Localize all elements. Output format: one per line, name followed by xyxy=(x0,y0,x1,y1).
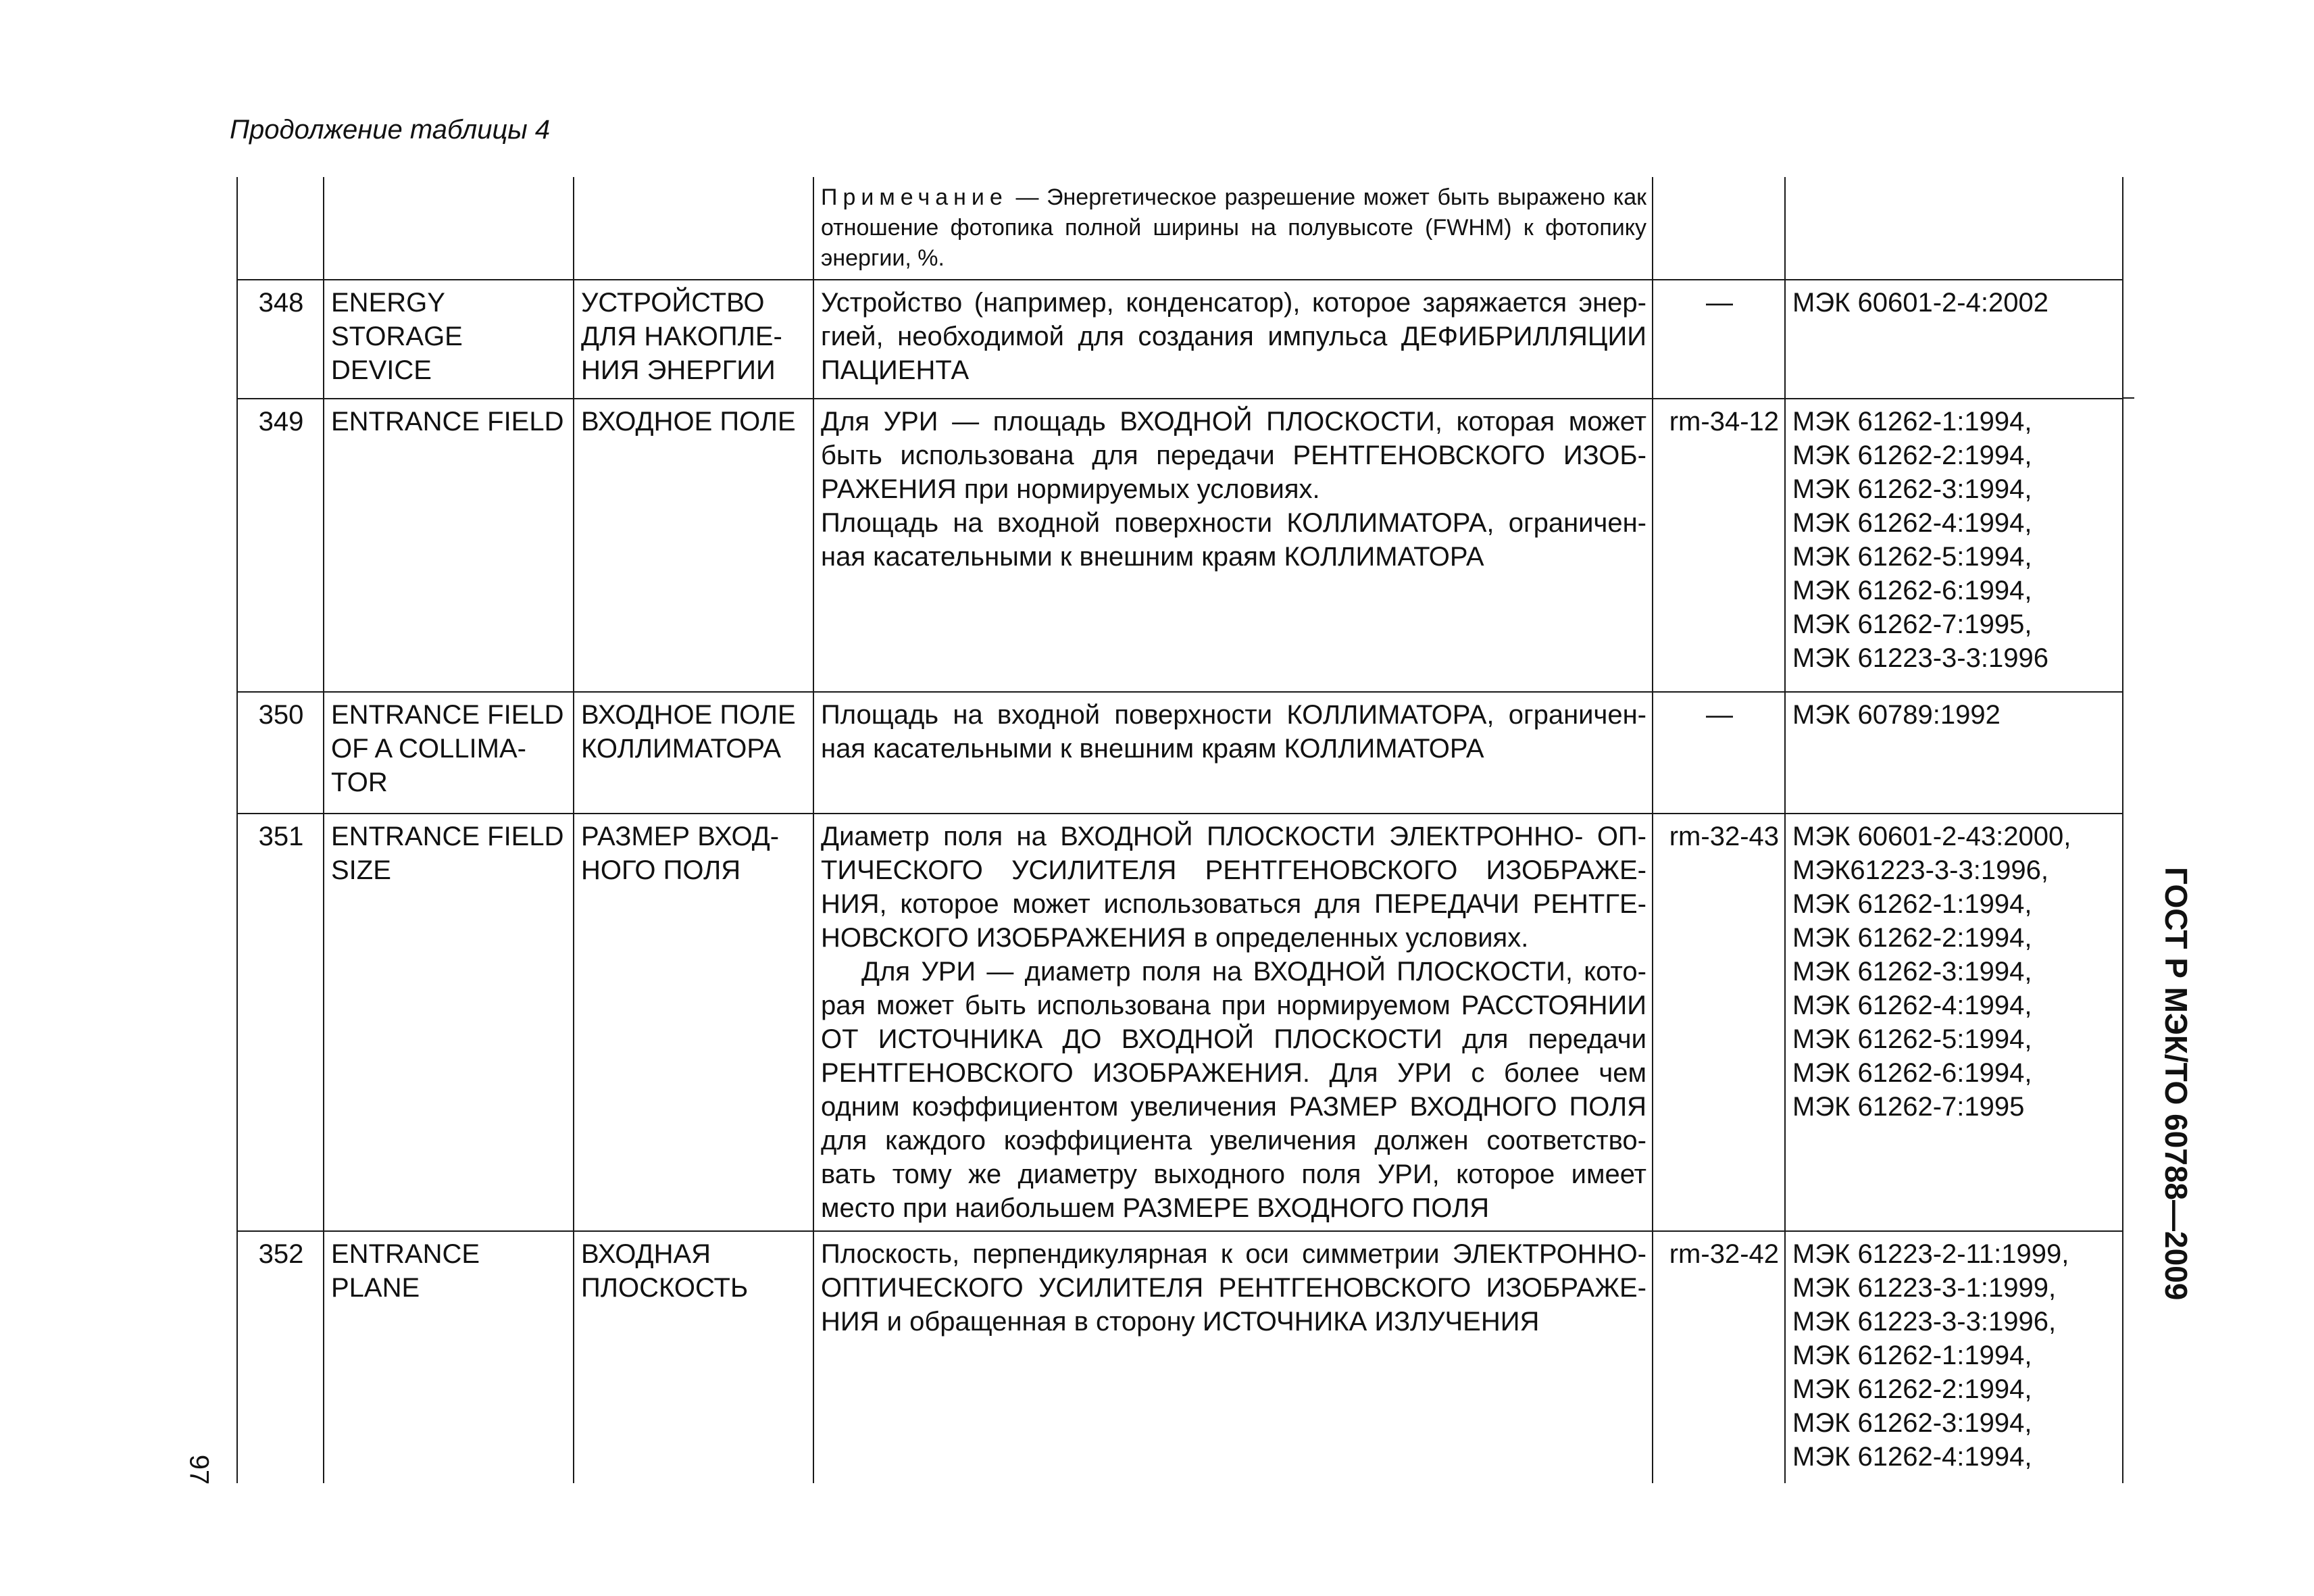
reference: МЭК 61262-4:1994, xyxy=(1792,1442,2032,1472)
reference: МЭК 61262-7:1995, xyxy=(1792,609,2032,639)
reference: МЭК 61262-4:1994, xyxy=(1792,991,2032,1020)
term-definition xyxy=(813,280,1653,399)
term-definition xyxy=(813,399,1653,692)
reference: МЭК 60789:1992 xyxy=(1792,700,2001,730)
table-row xyxy=(237,814,2123,1231)
note-ru-cell xyxy=(574,177,813,280)
reference: МЭК 61223-3-1:1999, xyxy=(1792,1273,2057,1303)
definition-paragraph: Площадь на входной поверхности КОЛЛИМАТОРА, ограничен-ная касательными к внешним краям КОЛЛИМАТОРА xyxy=(821,508,1646,572)
table-row xyxy=(237,399,2123,692)
table-row xyxy=(237,692,2123,814)
definition-paragraph: Диаметр поля на ВХОДНОЙ ПЛОСКОСТИ ЭЛЕКТРОННО- ОП-ТИЧЕСКОГО УСИЛИТЕЛЯ РЕНТГЕНОВСКОГО ИЗОБРАЖЕ-НИЯ, которое может использоваться для ПЕРЕДАЧИ РЕНТГЕ-НОВСКОГО ИЗОБРАЖЕНИЯ в определенных условиях. xyxy=(821,822,1646,953)
reference: МЭК 61262-1:1994, xyxy=(1792,407,2032,437)
reference: МЭК 61262-6:1994, xyxy=(1792,1058,2032,1088)
table-caption: Продолжение таблицы 4 xyxy=(230,115,551,145)
reference: МЭК 61262-1:1994, xyxy=(1792,889,2032,919)
term-code: rm-32-43 xyxy=(1653,814,1785,1231)
term-russian: ВХОДНАЯ ПЛОСКОСТЬ xyxy=(574,1231,813,1483)
term-english: ENTRANCE FIELD xyxy=(324,399,574,692)
note-text: — Энергетическое разрешение может быть выражено как отношение фотопика полной ширины на полувысоте (FWHM) к фотопику энергии, %. xyxy=(821,184,1646,271)
term-code: rm-32-42 xyxy=(1653,1231,1785,1483)
reference: МЭК 60601-2-43:2000, xyxy=(1792,822,2071,851)
note-refs-cell xyxy=(1785,177,2123,280)
note-code-cell xyxy=(1653,177,1785,280)
reference: МЭК 61223-3-3:1996 xyxy=(1792,643,2048,673)
term-references xyxy=(1785,1231,2123,1483)
note-cell xyxy=(813,177,1653,280)
note-num-cell xyxy=(237,177,324,280)
note-label: Примечание xyxy=(821,184,1008,210)
table-row xyxy=(237,1231,2123,1483)
reference: МЭК 61262-3:1994, xyxy=(1792,1408,2032,1438)
term-definition xyxy=(813,814,1653,1231)
definition-paragraph: Для УРИ — диаметр поля на ВХОДНОЙ ПЛОСКОСТИ, кото-рая может быть использована при нормируемом РАССТОЯНИИ ОТ ИСТОЧНИКА ДО ВХОДНОЙ ПЛОСКОСТИ для передачи РЕНТГЕНОВСКОГО ИЗОБРАЖЕНИЯ. Для УРИ с более чем одним коэффициентом увеличения РАЗМЕР ВХОДНОГО ПОЛЯ для каждого коэффициента увеличения должен соответство-вать тому же диаметру выходного поля УРИ, которое имеет место при наибольшем РАЗМЕРЕ ВХОДНОГО ПОЛЯ xyxy=(821,957,1646,1223)
document-title: ГОСТ Р МЭК/ТО 60788—2009 xyxy=(2159,867,2194,1301)
term-references xyxy=(1785,399,2123,692)
reference: МЭК 61262-2:1994, xyxy=(1792,441,2032,470)
terms-table xyxy=(236,177,2123,1483)
term-english: ENTRANCE FIELD OF A COLLIMA-TOR xyxy=(324,692,574,814)
note-en-cell xyxy=(324,177,574,280)
term-references xyxy=(1785,814,2123,1231)
term-number: 352 xyxy=(237,1231,324,1483)
reference: МЭК 60601-2-4:2002 xyxy=(1792,288,2048,318)
page-number: 97 xyxy=(184,1454,214,1485)
table-row xyxy=(237,280,2123,399)
term-definition xyxy=(813,1231,1653,1483)
reference: МЭК 61262-1:1994, xyxy=(1792,1341,2032,1370)
definition-paragraph: Площадь на входной поверхности КОЛЛИМАТОРА, ограничен-ная касательными к внешним краям КОЛЛИМАТОРА xyxy=(821,700,1646,764)
term-number: 348 xyxy=(237,280,324,399)
term-number: 350 xyxy=(237,692,324,814)
term-russian: ВХОДНОЕ ПОЛЕ xyxy=(574,399,813,692)
term-russian: УСТРОЙСТВО ДЛЯ НАКОПЛЕ-НИЯ ЭНЕРГИИ xyxy=(574,280,813,399)
reference: МЭК 61223-3-3:1996, xyxy=(1792,1307,2057,1337)
term-number: 349 xyxy=(237,399,324,692)
term-definition xyxy=(813,692,1653,814)
reference: МЭК 61262-2:1994, xyxy=(1792,1374,2032,1404)
reference: МЭК 61262-5:1994, xyxy=(1792,542,2032,572)
reference: МЭК 61262-2:1994, xyxy=(1792,923,2032,953)
term-english: ENERGY STORAGE DEVICE xyxy=(324,280,574,399)
reference: МЭК61223-3-3:1996, xyxy=(1792,855,2048,885)
table-rule-tail xyxy=(2122,397,2134,399)
term-number: 351 xyxy=(237,814,324,1231)
term-references xyxy=(1785,692,2123,814)
reference: МЭК 61262-7:1995 xyxy=(1792,1092,2025,1122)
term-english: ENTRANCE PLANE xyxy=(324,1231,574,1483)
term-english: ENTRANCE FIELD SIZE xyxy=(324,814,574,1231)
term-code: rm-34-12 xyxy=(1653,399,1785,692)
definition-paragraph: Устройство (например, конденсатор), которое заряжается энер-гией, необходимой для создания импульса ДЕФИБРИЛЛЯЦИИ ПАЦИЕНТА xyxy=(821,288,1646,385)
note-row xyxy=(237,177,2123,280)
reference: МЭК 61262-3:1994, xyxy=(1792,474,2032,504)
reference: МЭК 61262-5:1994, xyxy=(1792,1024,2032,1054)
term-code: — xyxy=(1653,692,1785,814)
reference: МЭК 61262-6:1994, xyxy=(1792,576,2032,605)
definition-paragraph: Для УРИ — площадь ВХОДНОЙ ПЛОСКОСТИ, которая может быть использована для передачи РЕНТГЕНОВСКОГО ИЗОБ-РАЖЕНИЯ при нормируемых условиях. xyxy=(821,407,1646,504)
term-russian: ВХОДНОЕ ПОЛЕ КОЛЛИМАТОРА xyxy=(574,692,813,814)
reference: МЭК 61223-2-11:1999, xyxy=(1792,1239,2069,1269)
definition-paragraph: Плоскость, перпендикулярная к оси симметрии ЭЛЕКТРОННО-ОПТИЧЕСКОГО УСИЛИТЕЛЯ РЕНТГЕНОВСКОГО ИЗОБРАЖЕ-НИЯ и обращенная в сторону ИСТОЧНИКА ИЗЛУЧЕНИЯ xyxy=(821,1239,1646,1337)
term-code: — xyxy=(1653,280,1785,399)
reference: МЭК 61262-4:1994, xyxy=(1792,508,2032,538)
term-references xyxy=(1785,280,2123,399)
term-russian: РАЗМЕР ВХОД-НОГО ПОЛЯ xyxy=(574,814,813,1231)
reference: МЭК 61262-3:1994, xyxy=(1792,957,2032,987)
